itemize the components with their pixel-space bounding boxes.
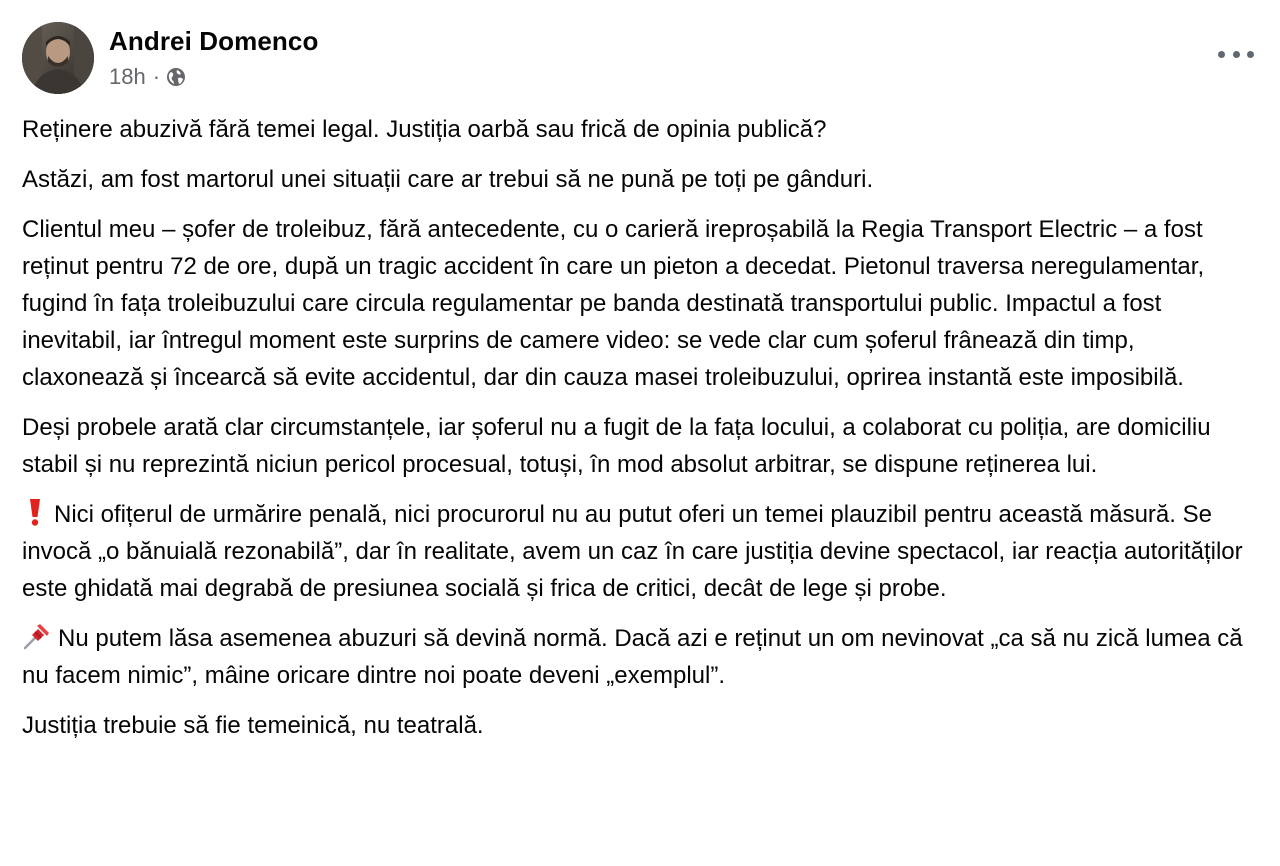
post-header [22,22,1258,96]
post-timestamp[interactable]: 18h [109,64,146,89]
exclamation-mark-icon [22,497,48,527]
author-avatar[interactable] [22,22,94,94]
author-name[interactable]: Andrei Domenco [109,26,319,56]
pushpin-icon [22,621,52,651]
more-options-icon[interactable] [1218,40,1254,68]
post-body [22,111,1260,757]
dot-icon [1233,51,1240,58]
post-meta [109,64,186,90]
dot-icon [1247,51,1254,58]
post-paragraph-text: Nici ofițerul de urmărire penală, nici procurorul nu au putut oferi un temei plauzibil pentru această măsură. Se invocă „o bănuială rezonabilă”, dar în realitate, avem un caz în care justiția devine spectacol, iar reacția autorităților este ghidată mai degrabă de presiunea socială și frica de critici, decât de lege și probe. [22,501,1243,602]
post-paragraph: Clientul meu – șofer de troleibuz, fără antecedente, cu o carieră ireproșabilă la Regia Transport Electric – a fost reținut pentru 72 de ore, după un tragic accident în care un pieton a decedat. Pietonul traversa neregulamentar, fugind în fața troleibuzului care circula regulamentar pe banda destinată transportului public. Impactul a fost inevitabil, iar întregul moment este surprins de camere video: se vede clar cum șoferul frânează din timp, claxonează și încearcă să evite accidentul, dar din cauza masei troleibuzului, oprirea instantă este imposibilă. [22,216,1205,391]
dot-icon [1218,51,1225,58]
globe-icon[interactable] [166,67,186,87]
avatar-image [22,22,94,94]
post-paragraph-with-emoji [22,620,1260,694]
post-paragraph: Astăzi, am fost martorul unei situații care ar trebui să ne pună pe toți pe gânduri. [22,166,874,193]
post-paragraph-with-emoji [22,496,1260,607]
post-paragraph-text: Nu putem lăsa asemenea abuzuri să devină normă. Dacă azi e reținut un om nevinovat „ca să nu zică lumea că nu facem nimic”, mâine oricare dintre noi poate deveni „exemplul”. [22,625,1243,689]
meta-separator: · [152,64,161,89]
post-paragraph: Justiția trebuie să fie temeinică, nu teatrală. [22,712,484,739]
post-paragraph: Deși probele arată clar circumstanțele, iar șoferul nu a fugit de la fața locului, a colaborat cu poliția, are domiciliu stabil și nu reprezintă niciun pericol procesual, totuși, în mod absolut arbitrar, se dispune reținerea lui. [22,414,1211,478]
post-paragraph: Reținere abuzivă fără temei legal. Justiția oarbă sau frică de opinia publică? [22,116,827,143]
